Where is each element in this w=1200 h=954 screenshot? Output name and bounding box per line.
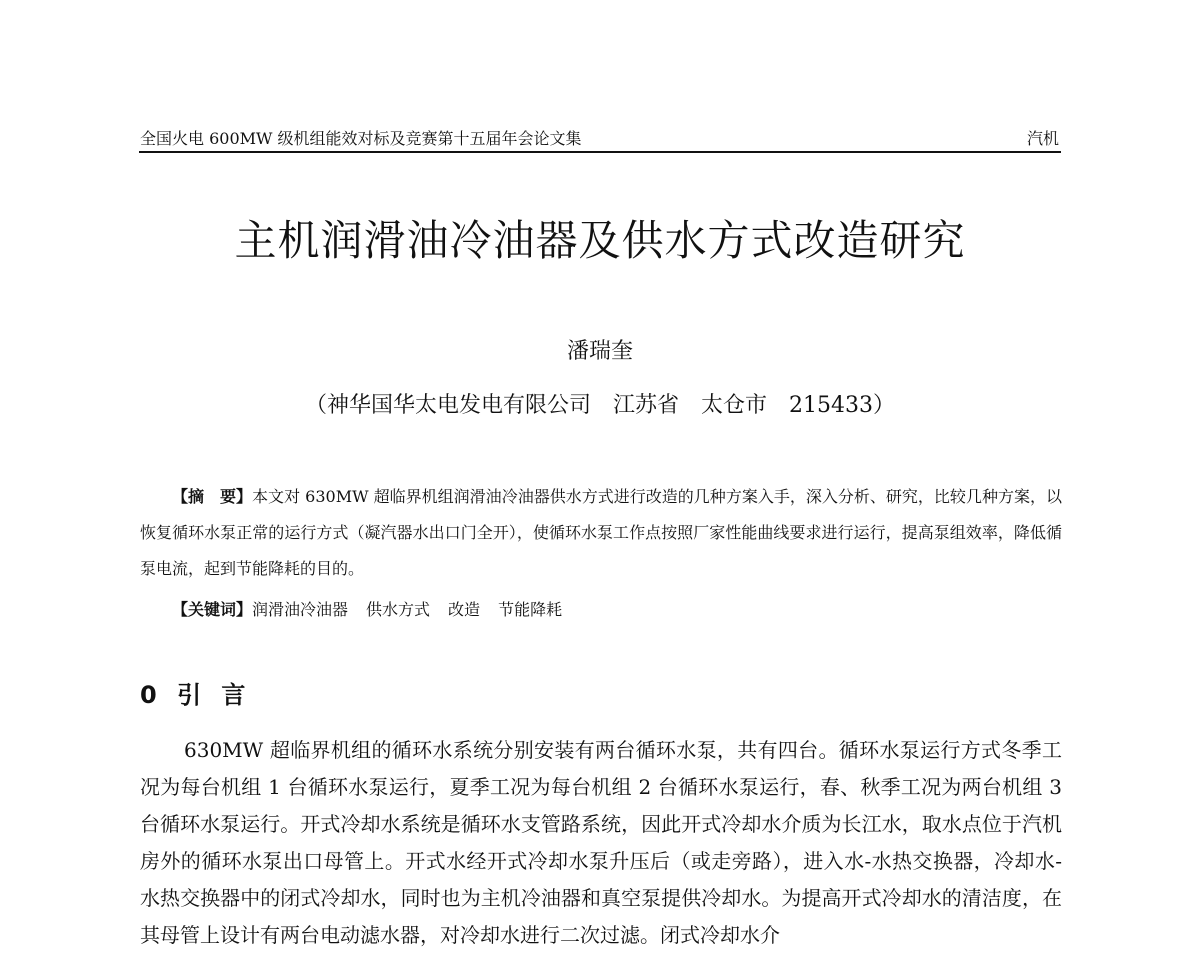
section-title: 引 言 [177,681,252,709]
paper-title: 主机润滑油冷油器及供水方式改造研究 [234,216,966,265]
author-affiliation: （神华国华太电发电有限公司 江苏省 太仓市 215433） [305,393,895,418]
abstract-text: 本文对 630MW 超临界机组润滑油冷油器供水方式进行改造的几种方案入手，深入分析、研究，比较几种方案，以恢复循环水泵正常的运行方式（凝汽器水出口门全开），使循环水泵工作点按照厂家性能曲线要求进行运行，提高泵组效率，降低循泵电流，起到节能降耗的目的。 [140,487,1062,578]
keyword-item: 润滑油冷油器 [252,600,349,619]
keywords [172,597,580,620]
section-number: 0 [140,681,163,709]
author-name: 潘瑞奎 [566,339,633,364]
keyword-item: 供水方式 [366,600,431,619]
body-paragraph: 630MW 超临界机组的循环水系统分别安装有两台循环水泵，共有四台。循环水泵运行方式冬季工况为每台机组 1 台循环水泵运行，夏季工况为每台机组 2 台循环水泵运行，春、秋季工况为两台机组 3 台循环水泵运行。开式冷却水系统是循环水支管路系统，因此开式冷却水介质为长江水，取水点位于汽机房外的循环水泵出口母管上。开式水经开式冷却水泵升压后（或走旁路），进入水-水热交换器，冷却水-水热交换器中的闭式冷却水，同时也为主机冷油器和真空泵提供冷却水。为提高开式冷却水的清洁度，在其母管上设计有两台电动滤水器，对冷却水进行二次过滤。闭式冷却水介 [140,738,1062,947]
keyword-item: 改造 [448,600,481,619]
running-header-title: 全国火电 600MW 级机组能效对标及竞赛第十五届年会论文集 [140,129,582,148]
keywords-label: 【关键词】 [172,600,253,619]
section-heading [140,675,251,710]
abstract-label: 【摘 要】 [172,487,253,506]
abstract [140,479,1062,587]
header-rule [139,151,1061,153]
keyword-item: 节能降耗 [498,600,563,619]
running-header-section: 汽机 [1026,129,1059,148]
